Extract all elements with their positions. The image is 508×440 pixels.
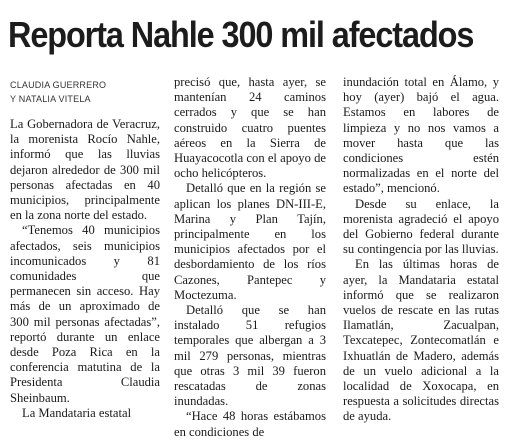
- paragraph: En las últimas horas de ayer, la Mandataria estatal informó que se realizaron vuelos de rescate en las rutas Ilamatlán, Zacualpan, Texcatepec, Zontecomatlán e Ixhuatlán de Madero, además de un vuelo adicional a la localidad de Xoxocapa, en respuesta a solicitudes directas de ayuda.: [343, 257, 499, 424]
- paragraph: inundación total en Álamo, y hoy (ayer) bajó el agua. Estamos en labores de limpieza y no nos vamos a mover hasta que las condiciones estén normalizadas en el norte del estado”, mencionó.: [343, 75, 499, 196]
- paragraph: La Mandataria estatal: [22, 405, 132, 420]
- paragraph: Detalló que se han instalado 51 refugios temporales que albergan a 3 mil 279 personas, mientras que otras 3 mil 39 fueron rescatadas de zonas inundadas.: [174, 303, 326, 409]
- article-column-3: [343, 75, 499, 425]
- paragraph: “Hace 48 horas estábamos en condiciones de: [174, 409, 326, 439]
- paragraph: “Tenemos 40 municipios afectados, seis municipios incomunicados y 81 comunidades que permanecen sin acceso. Hay más de un aproximado de 300 mil personas afectadas”, reportó durante un enlace desde Poza Rica en la conferencia matutina de la Presidenta Claudia Sheinbaum.: [10, 223, 160, 405]
- paragraph: La Gobernadora de Veracruz, la morenista Rocío Nahle, informó que las lluvias dejaron alrededor de 300 mil personas afectadas en 40 municipios, principalmente en la zona norte del estado.: [10, 117, 160, 223]
- paragraph: Desde su enlace, la morenista agradeció el apoyo del Gobierno federal durante su contingencia por las lluvias.: [343, 196, 499, 257]
- article-column-2: [174, 75, 326, 440]
- paragraph: precisó que, hasta ayer, se mantenían 24 caminos cerrados y que se han construido cuatro puentes aéreos en la Sierra de Huayacocotla con el apoyo de ocho helicópteros.: [174, 75, 326, 181]
- byline-author-2: Y NATALIA VITELA: [10, 94, 91, 104]
- byline: [10, 78, 160, 106]
- headline: Reporta Nahle 300 mil afectados: [8, 14, 474, 55]
- article-column-1: [10, 117, 160, 421]
- paragraph: Detalló que en la región se aplican los planes DN-III-E, Marina y Plan Tajín, principalmente en los municipios afectados por el desbordamiento de los ríos Cazones, Pantepec y Moctezuma.: [174, 181, 326, 302]
- byline-author-1: CLAUDIA GUERRERO: [10, 80, 107, 90]
